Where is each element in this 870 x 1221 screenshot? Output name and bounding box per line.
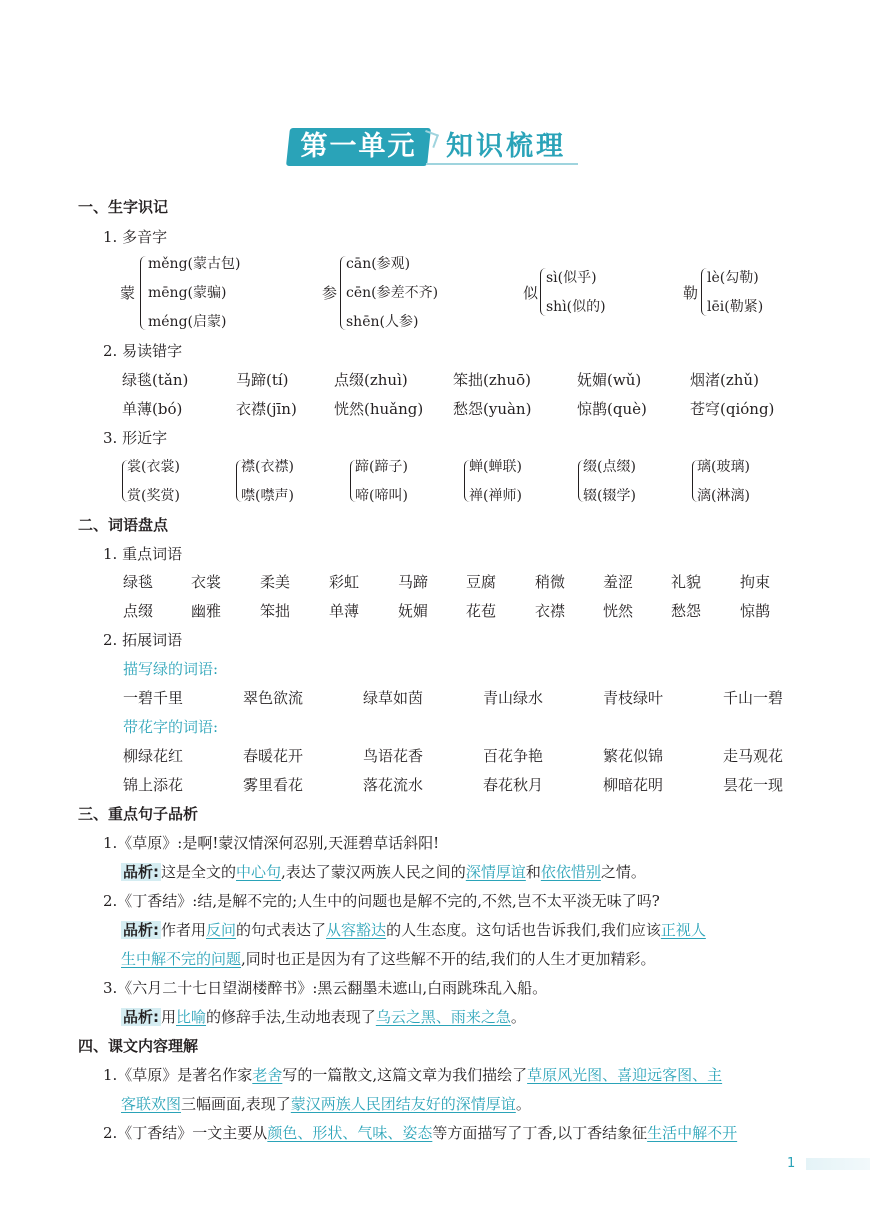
underlined-text: 客联欢图 xyxy=(121,1095,182,1113)
text: 1.《草原》是著名作家 xyxy=(103,1066,253,1084)
poly-char: 勒 xyxy=(683,284,699,302)
flower-words-label: 带花字的词语: xyxy=(123,718,219,736)
poly-reading: shēn(人参) xyxy=(346,314,419,330)
similar-char: 禅(禅师) xyxy=(469,488,522,504)
similar-char: 缀(点缀) xyxy=(583,459,636,475)
similar-char: 蝉(蝉联) xyxy=(469,459,522,475)
analysis-2-line1 xyxy=(121,919,706,940)
poly-char: 蒙 xyxy=(120,284,136,302)
similar-char: 璃(玻璃) xyxy=(697,459,750,475)
similar-char: 漓(淋漓) xyxy=(697,488,750,504)
text: 用 xyxy=(161,1008,177,1026)
title-badge xyxy=(286,128,431,166)
easy-word: 愁怨(yuàn) xyxy=(453,400,532,418)
analysis-3 xyxy=(121,1006,526,1027)
underlined-text: 生活中解不开 xyxy=(647,1124,738,1142)
content-1-line1 xyxy=(103,1064,722,1085)
flower-word: 走马观花 xyxy=(723,747,784,765)
key-word: 稍微 xyxy=(535,573,566,591)
green-word: 青山绿水 xyxy=(483,689,544,707)
easy-word: 妩媚(wǔ) xyxy=(577,371,642,389)
sub-heading-extended: 2. 拓展词语 xyxy=(103,631,183,649)
underlined-text: 中心句 xyxy=(236,863,282,881)
poly-reading: sì(似乎) xyxy=(546,270,597,286)
green-word: 千山一碧 xyxy=(723,689,784,707)
title-banner xyxy=(288,128,584,168)
key-word: 单薄 xyxy=(329,602,360,620)
analysis-tag: 品析: xyxy=(123,863,159,881)
similar-char: 噤(噤声) xyxy=(241,488,294,504)
similar-char: 蹄(蹄子) xyxy=(355,459,408,475)
sentence-3: 3.《六月二十七日望湖楼醉书》:黑云翻墨未遮山,白雨跳珠乱入船。 xyxy=(103,979,548,997)
poly-reading: lēi(勒紧) xyxy=(707,299,764,315)
underlined-text: 颜色、形状、气味、姿态 xyxy=(267,1124,433,1142)
flower-word: 柳绿花红 xyxy=(123,747,184,765)
title-underline xyxy=(426,163,578,165)
easy-word: 衣襟(jīn) xyxy=(236,400,297,418)
text: 等方面描写了丁香,以丁香结象征 xyxy=(432,1124,648,1142)
easy-word: 绿毯(tǎn) xyxy=(122,371,189,389)
flower-word: 春暖花开 xyxy=(243,747,304,765)
text: 的句式表达了 xyxy=(236,921,327,939)
easy-word: 苍穹(qióng) xyxy=(690,400,775,418)
key-word: 拘束 xyxy=(740,573,771,591)
title-part1: 第一单元 xyxy=(300,131,417,162)
flower-word: 鸟语花香 xyxy=(363,747,424,765)
text: 。 xyxy=(515,1095,531,1113)
easy-word: 笨拙(zhuō) xyxy=(453,371,531,389)
analysis-tag: 品析: xyxy=(123,1008,159,1026)
poly-reading: cēn(参差不齐) xyxy=(346,285,439,301)
underlined-text: 反问 xyxy=(206,921,237,939)
flower-word: 繁花似锦 xyxy=(603,747,664,765)
poly-reading: cān(参观) xyxy=(346,256,411,272)
underlined-text: 老舍 xyxy=(252,1066,283,1084)
key-word: 绿毯 xyxy=(123,573,154,591)
page-number: 1 xyxy=(787,1156,796,1171)
flower-word: 百花争艳 xyxy=(483,747,544,765)
green-word: 青枝绿叶 xyxy=(603,689,664,707)
easy-word: 点缀(zhuì) xyxy=(334,371,408,389)
green-word: 一碧千里 xyxy=(123,689,184,707)
section-1-title: 一、生字识记 xyxy=(78,198,169,216)
analysis-1 xyxy=(121,861,646,882)
green-word: 绿草如茵 xyxy=(363,689,424,707)
green-word: 翠色欲流 xyxy=(243,689,304,707)
sub-heading-polyphone: 1. 多音字 xyxy=(103,228,168,246)
key-word: 愁怨 xyxy=(671,602,702,620)
similar-char: 啼(啼叫) xyxy=(355,488,408,504)
flower-word: 昙花一现 xyxy=(723,776,784,794)
similar-char: 辍(辍学) xyxy=(583,488,636,504)
underlined-text: 乌云之黑、雨来之急 xyxy=(375,1008,511,1026)
sub-heading-similar: 3. 形近字 xyxy=(103,429,168,447)
key-word: 礼貌 xyxy=(671,573,702,591)
text: ,表达了蒙汉两族人民之间的 xyxy=(281,863,466,881)
page-number-bar xyxy=(806,1158,870,1170)
key-word: 妩媚 xyxy=(398,602,429,620)
analysis-tag: 品析: xyxy=(123,921,159,939)
poly-char: 参 xyxy=(322,284,338,302)
text: 三幅画面,表现了 xyxy=(181,1095,291,1113)
poly-reading: lè(勾勒) xyxy=(707,270,759,286)
key-word: 柔美 xyxy=(260,573,291,591)
key-word: 衣裳 xyxy=(191,573,222,591)
section-3-title: 三、重点句子品析 xyxy=(78,805,199,823)
brace xyxy=(140,256,147,330)
green-words-label: 描写绿的词语: xyxy=(123,660,219,678)
poly-reading: měng(蒙古包) xyxy=(148,256,241,272)
poly-reading: shì(似的) xyxy=(546,299,606,315)
key-word: 豆腐 xyxy=(466,573,497,591)
similar-char: 赏(奖赏) xyxy=(127,488,180,504)
key-word: 幽雅 xyxy=(191,602,222,620)
flower-word: 雾里看花 xyxy=(243,776,304,794)
key-word: 花苞 xyxy=(466,602,497,620)
easy-word: 惊鹊(què) xyxy=(577,400,647,418)
key-word: 笨拙 xyxy=(260,602,291,620)
flower-word: 落花流水 xyxy=(363,776,424,794)
sub-heading-easy: 2. 易读错字 xyxy=(103,342,183,360)
text: 写的一篇散文,这篇文章为我们描绘了 xyxy=(282,1066,528,1084)
text: 的人生态度。这句话也告诉我们,我们应该 xyxy=(386,921,661,939)
analysis-2-line2 xyxy=(121,948,656,969)
key-word: 马蹄 xyxy=(398,573,429,591)
poly-reading: mēng(蒙骗) xyxy=(148,285,227,301)
similar-char: 裳(衣裳) xyxy=(127,459,180,475)
easy-word: 马蹄(tí) xyxy=(236,371,289,389)
text: 作者用 xyxy=(161,921,207,939)
similar-char: 襟(衣襟) xyxy=(241,459,294,475)
underlined-text: 生中解不完的问题 xyxy=(121,950,242,968)
text: 和 xyxy=(525,863,541,881)
easy-word: 单薄(bó) xyxy=(122,400,183,418)
underlined-text: 从容豁达 xyxy=(326,921,387,939)
text: 。 xyxy=(510,1008,526,1026)
text: 之情。 xyxy=(600,863,646,881)
key-word: 点缀 xyxy=(123,602,154,620)
key-word: 彩虹 xyxy=(329,573,360,591)
underlined-text: 比喻 xyxy=(176,1008,207,1026)
sub-heading-key-words: 1. 重点词语 xyxy=(103,545,183,563)
key-word: 羞涩 xyxy=(603,573,634,591)
poly-reading: méng(启蒙) xyxy=(148,314,227,330)
underlined-text: 正视人 xyxy=(660,921,706,939)
flower-word: 锦上添花 xyxy=(123,776,184,794)
section-2-title: 二、词语盘点 xyxy=(78,516,169,534)
underlined-text: 草原风光图、喜迎远客图、主 xyxy=(527,1066,723,1084)
poly-char: 似 xyxy=(523,284,539,302)
easy-word: 恍然(huǎng) xyxy=(334,400,424,418)
underlined-text: 依依惜别 xyxy=(540,863,601,881)
flower-word: 柳暗花明 xyxy=(603,776,664,794)
key-word: 惊鹊 xyxy=(740,602,771,620)
sentence-2: 2.《丁香结》:结,是解不完的;人生中的问题也是解不完的,不然,岂不太平淡无味了吗? xyxy=(103,892,660,910)
content-2-line1 xyxy=(103,1122,737,1143)
text: 2.《丁香结》一文主要从 xyxy=(103,1124,268,1142)
key-word: 衣襟 xyxy=(535,602,566,620)
text: 这是全文的 xyxy=(161,863,237,881)
flower-word: 春花秋月 xyxy=(483,776,544,794)
content-1-line2 xyxy=(121,1093,531,1114)
section-4-title: 四、课文内容理解 xyxy=(78,1037,199,1055)
underlined-text: 深情厚谊 xyxy=(465,863,526,881)
sentence-1: 1.《草原》:是啊!蒙汉情深何忍别,天涯碧草话斜阳! xyxy=(103,834,440,852)
easy-word: 烟渚(zhǔ) xyxy=(690,371,759,389)
title-part2: 知识梳理 xyxy=(446,131,566,162)
text: ,同时也正是因为有了这些解不开的结,我们的人生才更加精彩。 xyxy=(241,950,656,968)
key-word: 恍然 xyxy=(603,602,634,620)
underlined-text: 蒙汉两族人民团结友好的深情厚谊 xyxy=(290,1095,516,1113)
text: 的修辞手法,生动地表现了 xyxy=(206,1008,376,1026)
